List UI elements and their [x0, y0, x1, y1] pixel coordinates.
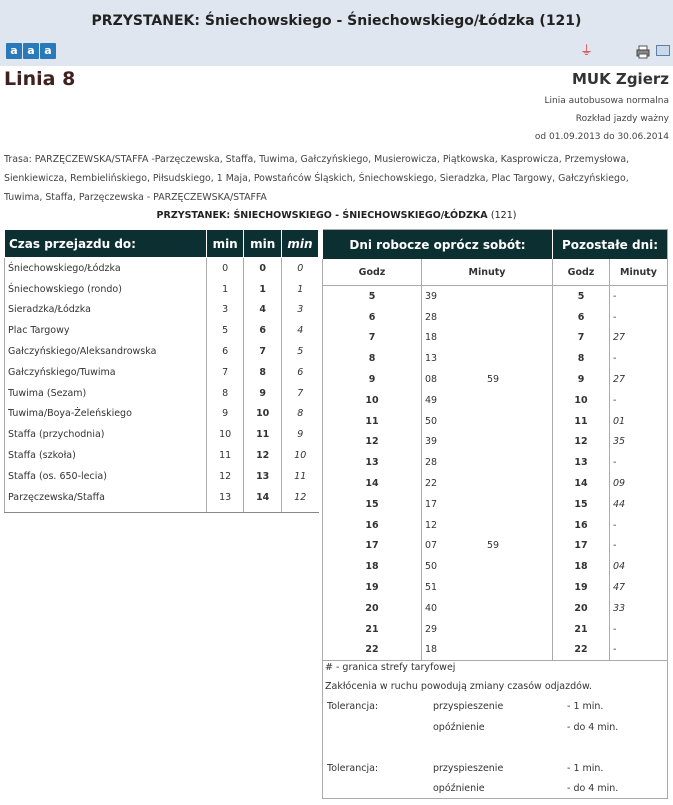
travel-min-3: 1 — [281, 279, 318, 300]
travel-min-2: 13 — [244, 466, 282, 487]
travel-min-3: 5 — [281, 341, 318, 362]
weekday-minutes — [422, 619, 553, 640]
travel-row — [5, 258, 319, 279]
travel-row — [5, 341, 319, 362]
travel-min-3: 10 — [281, 445, 318, 466]
weekday-minutes — [422, 307, 553, 328]
schedule-row — [323, 598, 668, 619]
other-hour: 8 — [553, 348, 610, 369]
weekday-minutes — [422, 411, 553, 432]
other-minutes: 47 — [610, 577, 668, 598]
other-hour: 11 — [553, 411, 610, 432]
weekday-hour: 9 — [323, 369, 422, 390]
validity-label: Rozkład jazdy ważny — [575, 114, 669, 124]
stop-label: PRZYSTANEK: ŚNIECHOWSKIEGO - ŚNIECHOWSKIEGO/ŁÓDZKA — [156, 210, 488, 221]
travel-row — [5, 424, 319, 445]
other-minutes: 09 — [610, 473, 668, 494]
other-hour: 12 — [553, 432, 610, 453]
other-minutes: 33 — [610, 598, 668, 619]
departure-minute: 49 — [425, 394, 438, 406]
travel-min-1: 13 — [206, 487, 244, 512]
weekday-hour: 18 — [323, 556, 422, 577]
schedule-row — [323, 556, 668, 577]
font-size-medium-button[interactable]: a — [23, 43, 39, 59]
speedup-label: przyspieszenie — [433, 701, 504, 712]
travel-header: Czas przejazdu do: — [5, 230, 207, 258]
departure-minute: 59 — [487, 540, 500, 552]
other-minutes: - — [610, 390, 668, 411]
delay-label: opóźnienie — [433, 783, 485, 794]
travel-row — [5, 362, 319, 383]
schedule-row — [323, 452, 668, 473]
travel-min-2: 9 — [244, 383, 282, 404]
weekday-hour: 15 — [323, 494, 422, 515]
other-minutes: - — [610, 515, 668, 536]
travel-stop-name: Staffa (przychodnia) — [5, 424, 207, 445]
travel-min-1: 8 — [206, 383, 244, 404]
travel-stop-name: Staffa (szkoła) — [5, 445, 207, 466]
travel-min-2: 4 — [244, 300, 282, 321]
travel-min-1: 10 — [206, 424, 244, 445]
other-hour: 5 — [553, 286, 610, 307]
other-hour: 22 — [553, 640, 610, 661]
weekday-hour: 19 — [323, 577, 422, 598]
travel-stop-name: Plac Targowy — [5, 320, 207, 341]
travel-min-1: 9 — [206, 404, 244, 425]
departure-minute: 39 — [425, 290, 438, 302]
weekday-hour: 8 — [323, 348, 422, 369]
other-minutes: 44 — [610, 494, 668, 515]
weekday-minutes — [422, 328, 553, 349]
travel-row — [5, 383, 319, 404]
travel-min-3: 4 — [281, 320, 318, 341]
travel-min-2: 6 — [244, 320, 282, 341]
travel-min-2: 10 — [244, 404, 282, 425]
travel-min-3: 6 — [281, 362, 318, 383]
travel-min-1: 11 — [206, 445, 244, 466]
schedule-row — [323, 307, 668, 328]
weekday-hour: 17 — [323, 536, 422, 557]
weekday-hour: 13 — [323, 452, 422, 473]
schedule-row — [323, 369, 668, 390]
other-hour: 20 — [553, 598, 610, 619]
other-hour: 7 — [553, 328, 610, 349]
departure-minute: 50 — [425, 561, 438, 573]
weekday-hour: 11 — [323, 411, 422, 432]
weekday-hour: 10 — [323, 390, 422, 411]
travel-min-2: 11 — [244, 424, 282, 445]
page-header — [0, 0, 673, 66]
schedule-row — [323, 432, 668, 453]
other-hour: 18 — [553, 556, 610, 577]
weekday-hour-label: Godz — [323, 259, 422, 286]
stop-number: (121) — [490, 210, 517, 221]
other-hour: 14 — [553, 473, 610, 494]
schedule-row — [323, 328, 668, 349]
other-hour: 9 — [553, 369, 610, 390]
travel-row — [5, 487, 319, 512]
other-hour: 19 — [553, 577, 610, 598]
weekday-hour: 21 — [323, 619, 422, 640]
weekday-minutes — [422, 598, 553, 619]
travel-min-3: 12 — [281, 487, 318, 512]
pdf-icon[interactable]: ⏚ — [580, 44, 594, 59]
weekday-header: Dni robocze oprócz sobót: — [323, 230, 553, 260]
other-minutes-label: Minuty — [610, 259, 668, 286]
travel-min-3: 0 — [281, 258, 318, 279]
travel-stop-name: Sieradzka/Łódzka — [5, 300, 207, 321]
travel-stop-name: Śniechowskiego/Łódzka — [5, 258, 207, 279]
font-size-large-button[interactable]: a — [40, 43, 56, 59]
travel-stop-name: Tuwima (Sezam) — [5, 383, 207, 404]
travel-min-2: 7 — [244, 341, 282, 362]
speedup-label: przyspieszenie — [433, 763, 504, 774]
delay-value: - do 4 min. — [567, 722, 619, 733]
weekday-minutes — [422, 515, 553, 536]
weekday-minutes — [422, 348, 553, 369]
departure-minute: 39 — [425, 436, 438, 448]
departure-minute: 59 — [487, 374, 500, 386]
other-minutes: - — [610, 536, 668, 557]
schedule-row — [323, 536, 668, 557]
other-minutes: - — [610, 286, 668, 307]
weekday-hour: 5 — [323, 286, 422, 307]
disruption-note: Zakłócenia w ruchu powodują zmiany czasów odjazdów. — [325, 681, 592, 692]
departure-minute: 50 — [425, 415, 438, 427]
other-minutes: - — [610, 452, 668, 473]
weekday-minutes — [422, 536, 553, 557]
travel-row — [5, 466, 319, 487]
other-hour: 17 — [553, 536, 610, 557]
route-description: Trasa: PARZĘCZEWSKA/STAFFA -Parzęczewska, Staffa, Tuwima, Gałczyńskiego, Musierowicza, Piątkowska, Kasprowicza, Przemysłowa, Sienkiewicza, Rembielińskiego, Piłsudskiego, 1 Maja, Powstańców Śląskich, Śniechowskiego, Sieradzka, Plac Targowy, Gałczyńskiego, Tuwima, Staffa, Parzęczewska - PARZĘCZEWSKA/STAFFA — [4, 154, 630, 203]
other-minutes: - — [610, 348, 668, 369]
weekday-hour: 12 — [323, 432, 422, 453]
other-minutes: 01 — [610, 411, 668, 432]
weekday-hour: 20 — [323, 598, 422, 619]
departure-minute: 08 — [425, 374, 438, 386]
departure-minute: 29 — [425, 623, 438, 635]
travel-min-1: 5 — [206, 320, 244, 341]
travel-min-1: 3 — [206, 300, 244, 321]
schedule-row — [323, 515, 668, 536]
schedule-row — [323, 619, 668, 640]
other-minutes: 27 — [610, 369, 668, 390]
page-title: PRZYSTANEK: Śniechowskiego - Śniechowskiego/Łódzka (121) — [91, 13, 582, 29]
travel-min-1: 7 — [206, 362, 244, 383]
other-days-header: Pozostałe dni: — [553, 230, 668, 260]
travel-stop-name: Tuwima/Boya-Żeleńskiego — [5, 404, 207, 425]
weekday-minutes — [422, 577, 553, 598]
speedup-value: - 1 min. — [567, 763, 604, 774]
delay-value: - do 4 min. — [567, 783, 619, 794]
line-title: Linia 8 — [4, 68, 76, 90]
travel-row — [5, 279, 319, 300]
other-hour: 10 — [553, 390, 610, 411]
schedule-row — [323, 411, 668, 432]
weekday-minutes — [422, 432, 553, 453]
other-minutes: - — [610, 307, 668, 328]
weekday-minutes — [422, 452, 553, 473]
travel-min-3: 9 — [281, 424, 318, 445]
zone-note: # - granica strefy taryfowej — [325, 662, 456, 673]
departure-minute: 28 — [425, 457, 438, 469]
other-minutes: 04 — [610, 556, 668, 577]
other-hour: 16 — [553, 515, 610, 536]
travel-min-2: 1 — [244, 279, 282, 300]
delay-label: opóźnienie — [433, 722, 485, 733]
travel-row — [5, 300, 319, 321]
font-size-buttons — [6, 43, 56, 59]
schedule-row — [323, 390, 668, 411]
travel-col-min-3: min — [281, 230, 318, 258]
departure-minute: 51 — [425, 582, 438, 594]
departure-minute: 13 — [425, 353, 438, 365]
other-minutes: - — [610, 619, 668, 640]
weekday-minutes — [422, 286, 553, 307]
travel-col-min-1: min — [206, 230, 244, 258]
travel-min-2: 8 — [244, 362, 282, 383]
travel-row — [5, 320, 319, 341]
weekday-hour: 16 — [323, 515, 422, 536]
tolerance-label: Tolerancja: — [327, 763, 379, 774]
travel-min-3: 3 — [281, 300, 318, 321]
other-minutes: - — [610, 640, 668, 661]
weekday-hour: 22 — [323, 640, 422, 661]
schedule-table — [322, 229, 668, 661]
travel-min-2: 12 — [244, 445, 282, 466]
schedule-row — [323, 577, 668, 598]
departure-minute: 18 — [425, 332, 438, 344]
line-type: Linia autobusowa normalna — [544, 96, 669, 106]
weekday-minutes — [422, 390, 553, 411]
travel-min-1: 0 — [206, 258, 244, 279]
print-icon[interactable] — [636, 44, 650, 58]
departure-minute: 07 — [425, 540, 438, 552]
travel-min-1: 12 — [206, 466, 244, 487]
weekday-hour: 7 — [323, 328, 422, 349]
weekday-minutes-label: Minuty — [422, 259, 553, 286]
travel-stop-name: Parzęczewska/Staffa — [5, 487, 207, 512]
schedule-row — [323, 494, 668, 515]
departure-minute: 40 — [425, 602, 438, 614]
mail-icon[interactable] — [656, 45, 670, 56]
schedule-row — [323, 286, 668, 307]
travel-min-1: 6 — [206, 341, 244, 362]
other-hour: 21 — [553, 619, 610, 640]
other-minutes: 35 — [610, 432, 668, 453]
travel-min-3: 7 — [281, 383, 318, 404]
weekday-hour: 14 — [323, 473, 422, 494]
travel-col-min-2: min — [244, 230, 282, 258]
other-hour: 13 — [553, 452, 610, 473]
stop-heading — [0, 210, 673, 221]
schedule-row — [323, 473, 668, 494]
notes-panel — [322, 656, 668, 799]
travel-stop-name: Śniechowskiego (rondo) — [5, 279, 207, 300]
speedup-value: - 1 min. — [567, 701, 604, 712]
schedule-row — [323, 348, 668, 369]
travel-stop-name: Gałczyńskiego/Aleksandrowska — [5, 341, 207, 362]
validity-range: od 01.09.2013 do 30.06.2014 — [534, 132, 669, 142]
weekday-minutes — [422, 556, 553, 577]
travel-min-3: 8 — [281, 404, 318, 425]
other-minutes: 27 — [610, 328, 668, 349]
travel-min-2: 0 — [244, 258, 282, 279]
weekday-minutes — [422, 473, 553, 494]
other-hour-label: Godz — [553, 259, 610, 286]
travel-stop-name: Staffa (os. 650-lecia) — [5, 466, 207, 487]
travel-time-table — [4, 229, 319, 513]
font-size-small-button[interactable]: a — [6, 43, 22, 59]
weekday-hour: 6 — [323, 307, 422, 328]
travel-row — [5, 445, 319, 466]
other-hour: 6 — [553, 307, 610, 328]
operator-name: MUK Zgierz — [571, 70, 669, 88]
departure-minute: 28 — [425, 311, 438, 323]
weekday-minutes — [422, 369, 553, 390]
other-hour: 15 — [553, 494, 610, 515]
departure-minute: 12 — [425, 519, 438, 531]
travel-min-2: 14 — [244, 487, 282, 512]
weekday-minutes — [422, 494, 553, 515]
tolerance-label: Tolerancja: — [327, 701, 379, 712]
travel-min-1: 1 — [206, 279, 244, 300]
travel-stop-name: Gałczyńskiego/Tuwima — [5, 362, 207, 383]
travel-min-3: 11 — [281, 466, 318, 487]
departure-minute: 17 — [425, 498, 438, 510]
departure-minute: 18 — [425, 644, 438, 656]
departure-minute: 22 — [425, 478, 438, 490]
travel-row — [5, 404, 319, 425]
